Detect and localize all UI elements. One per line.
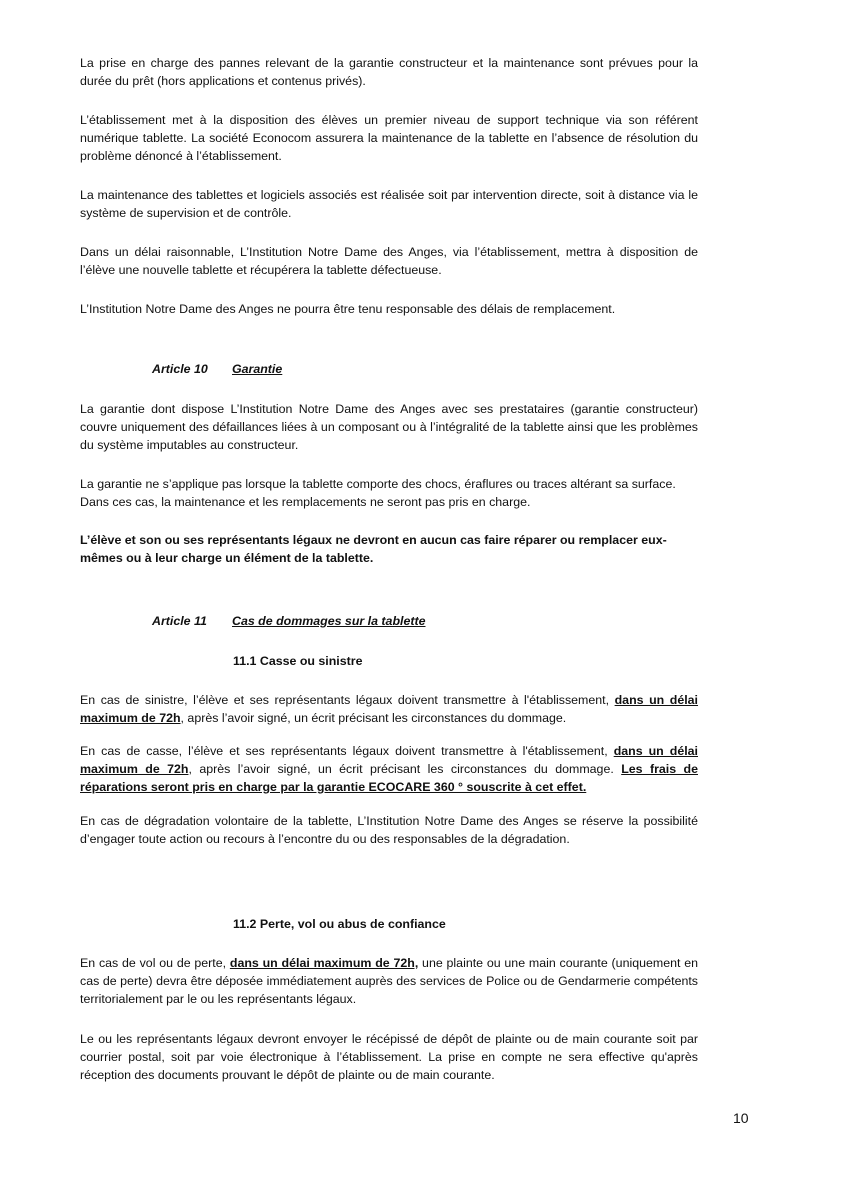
paragraph-casse: En cas de casse, l’élève et ses représentants légaux doivent transmettre à l'établissement, dans un délai maximum de 72h, après l’avoir signé, un écrit précisant les circonstances du dommage. Les frais de réparations seront pris en charge par la garantie ECOCARE 360 ° souscrite à cet effet.	[80, 744, 698, 794]
paragraph-warranty-scope: La garantie dont dispose L’Institution Notre Dame des Anges avec ses prestataires (garantie constructeur) couvre uniquement des défaillances liées à un composant ou à l’intégralité de la tablette ainsi que les problèmes du système imputables au constructeur.	[80, 402, 698, 452]
paragraph-sinistre: En cas de sinistre, l’élève et ses représentants légaux doivent transmettre à l'établissement, dans un délai maximum de 72h, après l’avoir signé, un écrit précisant les circonstances du dommage.	[80, 693, 699, 725]
article-number: Article 11	[152, 614, 207, 628]
deadline-emphasis: dans un délai maximum de 72h	[80, 693, 699, 725]
article-11-heading	[152, 612, 426, 630]
paragraph-replacement: Dans un délai raisonnable, L’Institution Notre Dame des Anges, via l’établissement, mettra à disposition de l’élève une nouvelle tablette et récupérera la tablette défectueuse.	[80, 245, 698, 277]
article-number: Article 10	[152, 362, 208, 376]
paragraph-technical-support: L’établissement met à la disposition des élèves un premier niveau de support technique via son référent numérique tablette. La société Econocom assurera la maintenance de la tablette en l’absence de résolution du problème dénoncé à l’établissement.	[80, 113, 698, 163]
article-title: Garantie	[232, 362, 283, 376]
article-10-heading	[152, 360, 282, 378]
paragraph-degradation: En cas de dégradation volontaire de la tablette, L’Institution Notre Dame des Anges se réserve la possibilité d’engager toute action ou recours à l’encontre du ou des responsables de la dégradation.	[80, 814, 698, 846]
deadline-emphasis: dans un délai maximum de 72h,	[229, 956, 419, 970]
paragraph-vol-perte: En cas de vol ou de perte, dans un délai maximum de 72h, une plainte ou une main courante (uniquement en cas de perte) devra être déposée immédiatement auprès des services de Police ou de Gendarmerie compétents territorialement par le ou les représentants légaux.	[80, 956, 699, 1006]
page-number: 10	[733, 1110, 749, 1126]
article-title: Cas de dommages sur la tablette	[232, 614, 426, 628]
paragraph-warranty-exclusions: La garantie ne s’applique pas lorsque la tablette comporte des chocs, éraflures ou traces altérant sa surface. Dans ces cas, la maintenance et les remplacements ne seront pas pris en charge.	[80, 477, 676, 509]
deadline-emphasis: dans un délai maximum de 72h	[80, 744, 698, 776]
paragraph-no-self-repair: L’élève et son ou ses représentants légaux ne devront en aucun cas faire réparer ou remplacer eux-mêmes ou à leur charge un élément de la tablette.	[80, 533, 667, 565]
paragraph-recepisse: Le ou les représentants légaux devront envoyer le récépissé de dépôt de plainte ou de main courante soit par courrier postal, soit par voie électronique à l’établissement. La prise en compte ne sera effective qu'après réception des documents prouvant le dépôt de plainte ou de main courante.	[80, 1032, 698, 1082]
paragraph-warranty-duration: La prise en charge des pannes relevant de la garantie constructeur et la maintenance sont prévues pour la durée du prêt (hors applications et contenus privés).	[80, 56, 698, 88]
ecocare-emphasis: Les frais de réparations seront pris en charge par la garantie ECOCARE 360 ° souscrite à cet effet.	[80, 762, 698, 794]
section-11-2-heading: 11.2 Perte, vol ou abus de confiance	[233, 917, 446, 931]
section-11-1-heading: 11.1 Casse ou sinistre	[233, 654, 363, 668]
paragraph-responsibility: L’Institution Notre Dame des Anges ne pourra être tenu responsable des délais de remplacement.	[80, 302, 616, 316]
paragraph-maintenance-method: La maintenance des tablettes et logiciels associés est réalisée soit par intervention directe, soit à distance via le système de supervision et de contrôle.	[80, 188, 698, 220]
